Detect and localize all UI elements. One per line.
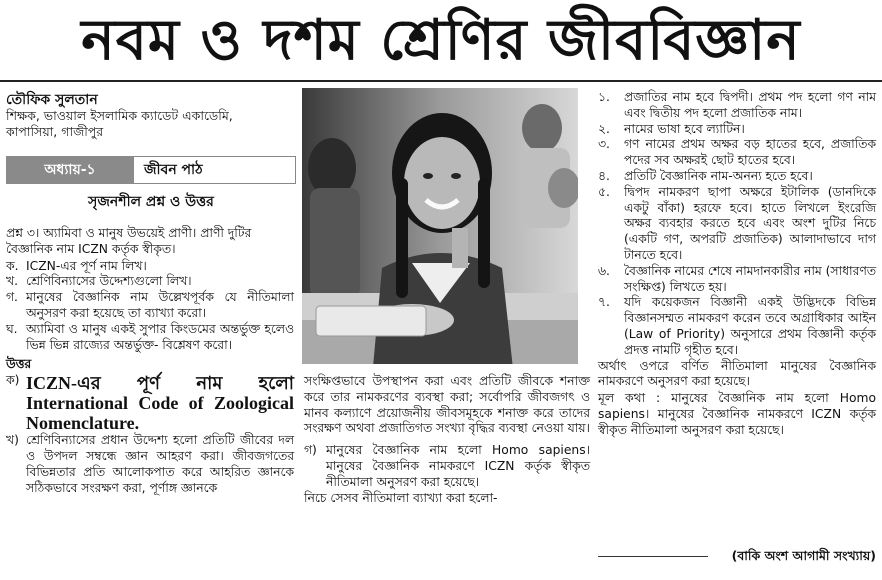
part-text: শ্রেণিবিন্যাসের উদ্দেশ্যগুলো লিখ। [26,274,192,289]
rule-item [598,185,876,264]
rule-text: যদি কয়েকজন বিজ্ঞানী একই উদ্ভিদকে বিভিন্ন বিজ্ঞানসম্মত নামকরণ করেন তবে অগ্রাধিকার আইন (Law of Priority) অনুসারে প্রথম বিজ্ঞানী কর্তৃক প্রদত্ত নামটি গৃহীত হবে। [624,295,876,357]
rule-number: ৫. [598,184,610,199]
chapter-bar [6,156,296,184]
answer-ga-text: মানুষের বৈজ্ঞানিক নাম হলো Homo sapiens। মানুষের বৈজ্ঞানিক নামকরণে ICZN কর্তৃক স্বীকৃত নীতিমালা অনুসরণ করা হয়েছে। [326,443,590,489]
question-column [6,226,294,496]
part-label: ক. [6,258,19,273]
rule-text: বৈজ্ঞানিক নামের শেষে নামদানকারীর নাম (সাধারণত সংক্ষিপ্ত) লিখতে হয়। [624,263,877,294]
part-text: মানুষের বৈজ্ঞানিক নাম উল্লেখপূর্বক যে নীতিমালা অনুসরণ করা হয়েছে তা ব্যাখ্যা করো। [26,290,294,320]
question-stem: প্রশ্ন ৩। অ্যামিবা ও মানুষ উভয়েই প্রাণী। প্রাণী দুটির বৈজ্ঞানিক নাম ICZN কর্তৃক স্বীকৃত। [6,226,252,256]
rule-text: নামের ভাষা হবে ল্যাটিন। [624,121,745,136]
rule-number: ৪. [598,168,610,183]
part-label: ঘ. [6,321,18,336]
rule-item [598,90,876,122]
student-illustration [302,88,578,364]
answer-ka [6,373,294,433]
rule-number: ৭. [598,295,610,310]
rule-number: ৩. [598,137,610,152]
continuation-column [304,374,590,507]
author-location: কাপাসিয়া, গাজীপুর [6,124,104,139]
question-part [6,259,294,275]
answer-heading: উত্তর [6,357,32,372]
rule-text: প্রতিটি বৈজ্ঞানিক নাম-অনন্য হতে হবে। [624,168,813,183]
author-designation: শিক্ষক, ভাওয়াল ইসলামিক ক্যাডেট একাডেমি, [6,108,233,123]
rule-number: ৬. [598,263,610,278]
closing-note: অর্থাৎ ওপরে বর্ণিত নীতিমালা মানুষের বৈজ্ঞানিক নামকরণে অনুসরণ করা হয়েছে। [598,358,876,389]
part-text: ICZN-এর পূর্ণ নাম লিখ। [26,258,147,273]
rule-item [598,169,876,185]
title-divider [0,80,882,82]
question-part [6,290,294,322]
page-title: নবম ও দশম শ্রেণির জীববিজ্ঞান [81,8,801,73]
question-part [6,274,294,290]
rule-item [598,122,876,138]
answer-label: ক) [6,373,20,388]
author-block [6,92,296,140]
author-name: তৌফিক সুলতান [6,92,98,108]
rule-item [598,295,876,358]
answer-kha-text: শ্রেণিবিন্যাসের প্রধান উদ্দেশ্য হলো প্রতিটি জীবের দল ও উপদল সম্বন্ধে জ্ঞান আহরণ করা। জীবজগতের বিভিন্নতার প্রতি আলোকপাত করে আহরিত জ্ঞানকে সঠিকভাবে সংরক্ষণ করা, পূর্ণাঙ্গ জ্ঞানকে [26,433,294,495]
rules-column [598,90,876,440]
rule-text: প্রজাতির নাম হবে দ্বিপদী। প্রথম পদ হলো গণ নাম এবং দ্বিতীয় পদ হলো প্রজাতিক নাম। [624,90,876,120]
answer-ka-text: ICZN-এর পূর্ণ নাম হলো International Code of Zoological Nomenclature. [26,373,294,434]
part-label: গ. [6,290,18,305]
answer-ga-intro: নিচে সেসব নীতিমালা ব্যাখ্যা করা হলো- [304,490,498,505]
rule-text: দ্বিপদ নামকরণ ছাপা অক্ষরে ইটালিক (ডানদিকে একটু বাঁকা) হরফে হবে। হাতে লিখলে ইংরেজি অক্ষর ব্যবহার করতে হবে এবং অংশ দুটির নিচে (একটি গণ, অপরটি প্রজাতিক) আলাদাভাবে দাগ টানতে হবে। [624,184,876,262]
rule-item [598,264,876,296]
answer-kha-continued: সংক্ষিপ্তভাবে উপস্থাপন করা এবং প্রতিটি জীবকে শনাক্ত করে তার নামকরণের ব্যবস্থা করা; সর্বোপরি জীবজগৎ ও মানব কল্যাণে প্রয়োজনীয় জীবসমূহকে শনাক্ত করে তাদের সংরক্ষণ অথবা প্রজাতিগত সংখ্যা বৃদ্ধির ব্যবস্থা নেওয়া যায়। [304,374,590,436]
chapter-name: জীবন পাঠ [134,156,296,184]
chapter-number: অধ্যায়-১ [6,156,134,184]
rule-number: ২. [598,121,610,136]
rule-number: ১. [598,90,610,104]
question-part [6,322,294,354]
rule-text: গণ নামের প্রথম অক্ষর বড় হাতের হবে, প্রজাতিক পদের সব অক্ষরই ছোট হাতের হবে। [624,137,876,168]
student-photo [302,88,578,364]
section-title: সৃজনশীল প্রশ্ন ও উত্তর [88,194,214,210]
rule-item [598,137,876,169]
answer-label: গ) [304,443,317,458]
main-point: মূল কথা : মানুষের বৈজ্ঞানিক নাম হলো Homo sapiens। মানুষের বৈজ্ঞানিক নামকরণে ICZN কর্তৃক স্বীকৃত নীতিমালা অনুসরণ করা হয়েছে। [598,391,876,437]
part-label: খ. [6,274,18,289]
part-text: অ্যামিবা ও মানুষ একই সুপার কিংডমের অন্তর্ভুক্ত হলেও ভিন্ন ভিন্ন রাজ্যের অন্তর্ভুক্ত- বিশ্লেষণ করো। [26,321,294,352]
answer-label: খ) [6,433,19,448]
answer-ga [304,443,590,490]
continued-note: (বাকি অংশ আগামী সংখ্যায়) [731,548,876,563]
answer-kha [6,433,294,496]
